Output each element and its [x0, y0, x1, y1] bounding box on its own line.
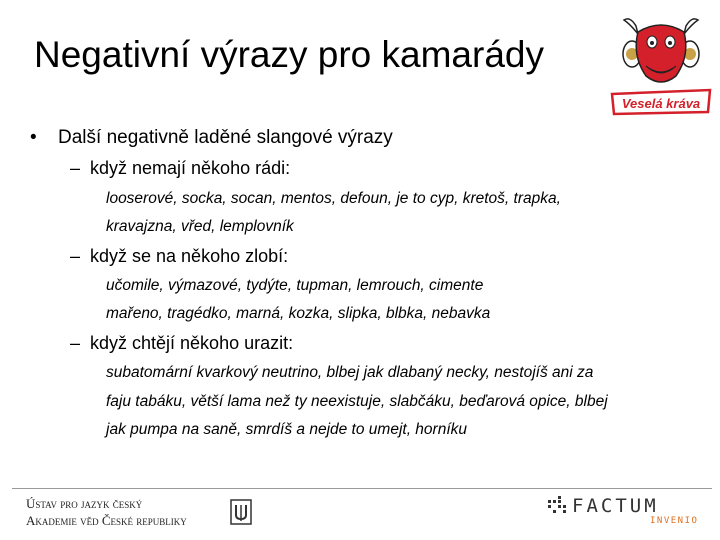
- section-heading-text: když nemají někoho rádi:: [90, 158, 291, 178]
- page-title: Negativní výrazy pro kamarády: [34, 34, 544, 75]
- section-heading: [70, 333, 293, 354]
- ujc-emblem-icon: [230, 499, 252, 525]
- slang-line: mařeno, tragédko, marná, kozka, slipka, blbka, nebavka: [106, 305, 491, 322]
- slang-line: kravajzna, vřed, lemplovník: [106, 218, 294, 235]
- slang-line: looserové, socka, socan, mentos, defoun, je to cyp, kretoš, trapka,: [106, 190, 561, 207]
- footer-divider: [12, 488, 712, 489]
- cow-logo-icon: [608, 14, 714, 118]
- logo-text: Veselá kráva: [621, 96, 701, 111]
- institute-name: [26, 495, 187, 529]
- section-heading: [70, 246, 288, 267]
- factum-word: FACTUM: [572, 495, 659, 517]
- slang-line: jak pumpa na saně, smrdíš a nejde to umejt, horníku: [106, 421, 468, 438]
- section-heading-text: když se na někoho zlobí:: [90, 246, 289, 266]
- slang-line: učomile, výmazové, tydýte, tupman, lemrouch, cimente: [106, 277, 484, 294]
- dash-marker: –: [70, 158, 81, 178]
- institute-line-1: Ústav pro jazyk český: [26, 496, 143, 511]
- main-bullet: [30, 127, 393, 149]
- invenio-word: INVENIO: [650, 516, 699, 526]
- section-heading-text: když chtějí někoho urazit:: [90, 333, 294, 353]
- factum-dots-icon: [548, 496, 566, 513]
- section-heading: [70, 158, 290, 179]
- factum-logo: [546, 492, 706, 526]
- slang-line: faju tabáku, větší lama než ty neexistuje, slabčáku, beďarová opice, blbej: [106, 393, 608, 410]
- dash-marker: –: [70, 333, 81, 353]
- bullet-marker: •: [30, 127, 37, 148]
- main-bullet-text: Další negativně laděné slangové výrazy: [58, 127, 393, 148]
- dash-marker: –: [70, 246, 81, 266]
- institute-line-2: Akademie věd České republiky: [26, 513, 187, 528]
- slang-line: subatomární kvarkový neutrino, blbej jak dlabaný necky, nestojíš ani za: [106, 364, 594, 381]
